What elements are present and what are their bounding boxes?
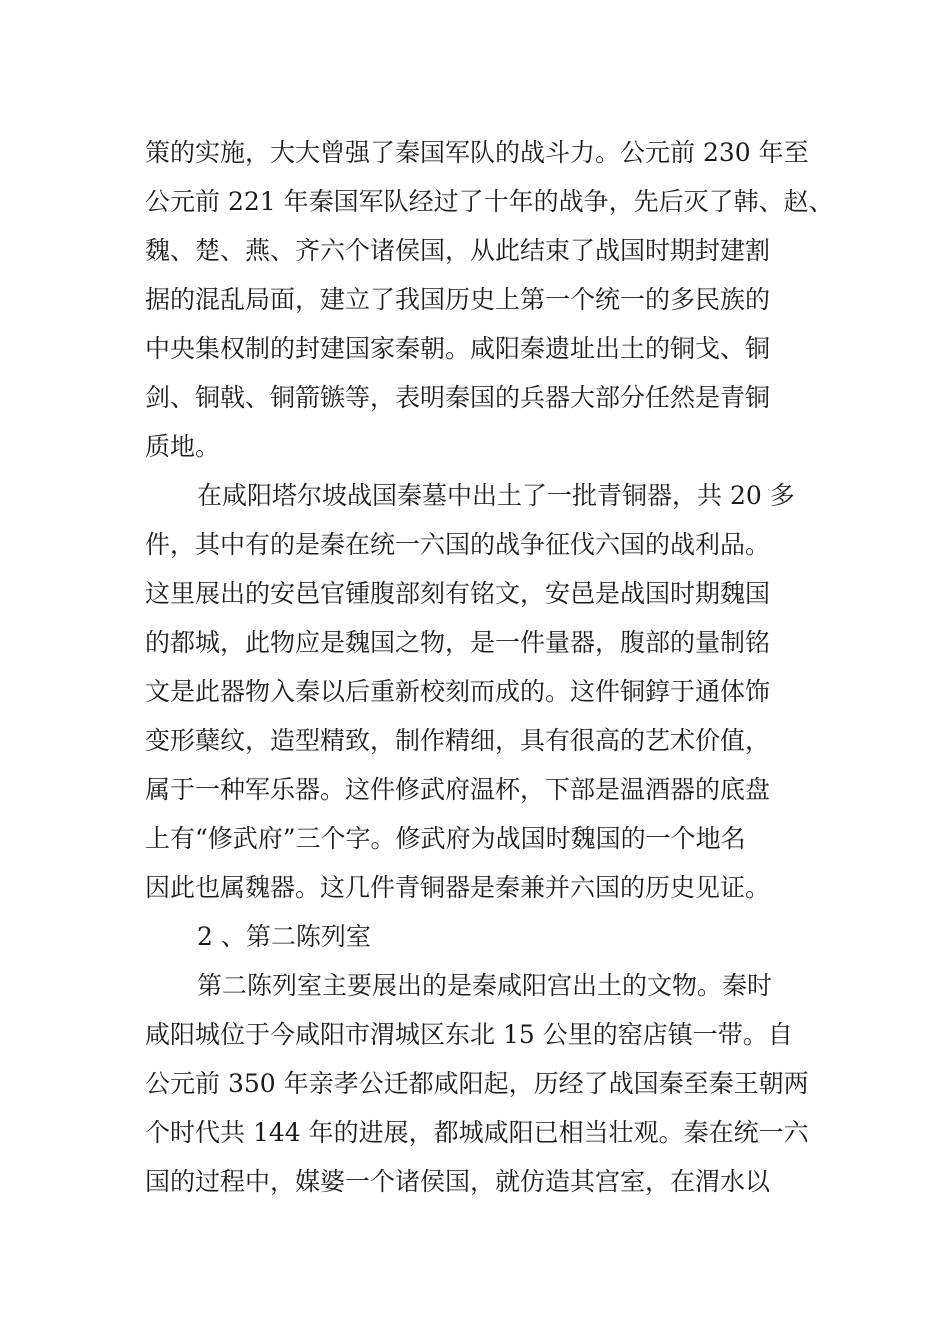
section-heading: 2 、第二陈列室 xyxy=(197,922,371,951)
text-line: 公元前 221 年秦国军队经过了十年的战争，先后灭了韩、赵、 xyxy=(145,187,834,216)
text-line: 属于一种军乐器。这件修武府温杯，下部是温酒器的底盘 xyxy=(145,775,771,804)
text-line: 质地。 xyxy=(145,432,221,461)
text-line: 上有“修武府”三个字。修武府为战国时魏国的一个地名 xyxy=(145,824,746,853)
text-line: 剑、铜戟、铜箭镞等，表明秦国的兵器大部分任然是青铜 xyxy=(145,383,771,412)
text-line: 变形蘖纹，造型精致，制作精细，具有很高的艺术价值， xyxy=(145,726,771,755)
text-line: 据的混乱局面，建立了我国历史上第一个统一的多民族的 xyxy=(145,285,771,314)
text-line: 咸阳城位于今咸阳市渭城区东北 15 公里的窑店镇一带。自 xyxy=(145,1020,793,1049)
text-line: 公元前 350 年亲孝公迁都咸阳起，历经了战国秦至秦王朝两 xyxy=(145,1069,809,1098)
body-text xyxy=(145,128,835,1206)
paragraph-start-line: 第二陈列室主要展出的是秦咸阳宫出土的文物。秦时 xyxy=(197,971,773,1000)
text-line: 因此也属魏器。这几件青铜器是秦兼并六国的历史见证。 xyxy=(145,873,771,902)
text-line: 中央集权制的封建国家秦朝。咸阳秦遗址出土的铜戈、铜 xyxy=(145,334,771,363)
text-line: 国的过程中，媒婆一个诸侯国，就仿造其宫室，在渭水以 xyxy=(145,1167,771,1196)
text-line: 件，其中有的是秦在统一六国的战争征伐六国的战利品。 xyxy=(145,530,771,559)
text-line: 个时代共 144 年的进展，都城咸阳已相当壮观。秦在统一六 xyxy=(145,1118,809,1147)
text-line: 文是此器物入秦以后重新校刻而成的。这件铜錞于通体饰 xyxy=(145,677,771,706)
text-line: 魏、楚、燕、齐六个诸侯国，从此结束了战国时期封建割 xyxy=(145,236,771,265)
text-line: 的都城，此物应是魏国之物，是一件量器，腹部的量制铭 xyxy=(145,628,771,657)
text-line: 这里展出的安邑官锺腹部刻有铭文，安邑是战国时期魏国 xyxy=(145,579,771,608)
text-line: 策的实施，大大曾强了秦国军队的战斗力。公元前 230 年至 xyxy=(145,138,809,167)
paragraph-start-line: 在咸阳塔尔坡战国秦墓中出土了一批青铜器，共 20 多 xyxy=(197,481,795,510)
